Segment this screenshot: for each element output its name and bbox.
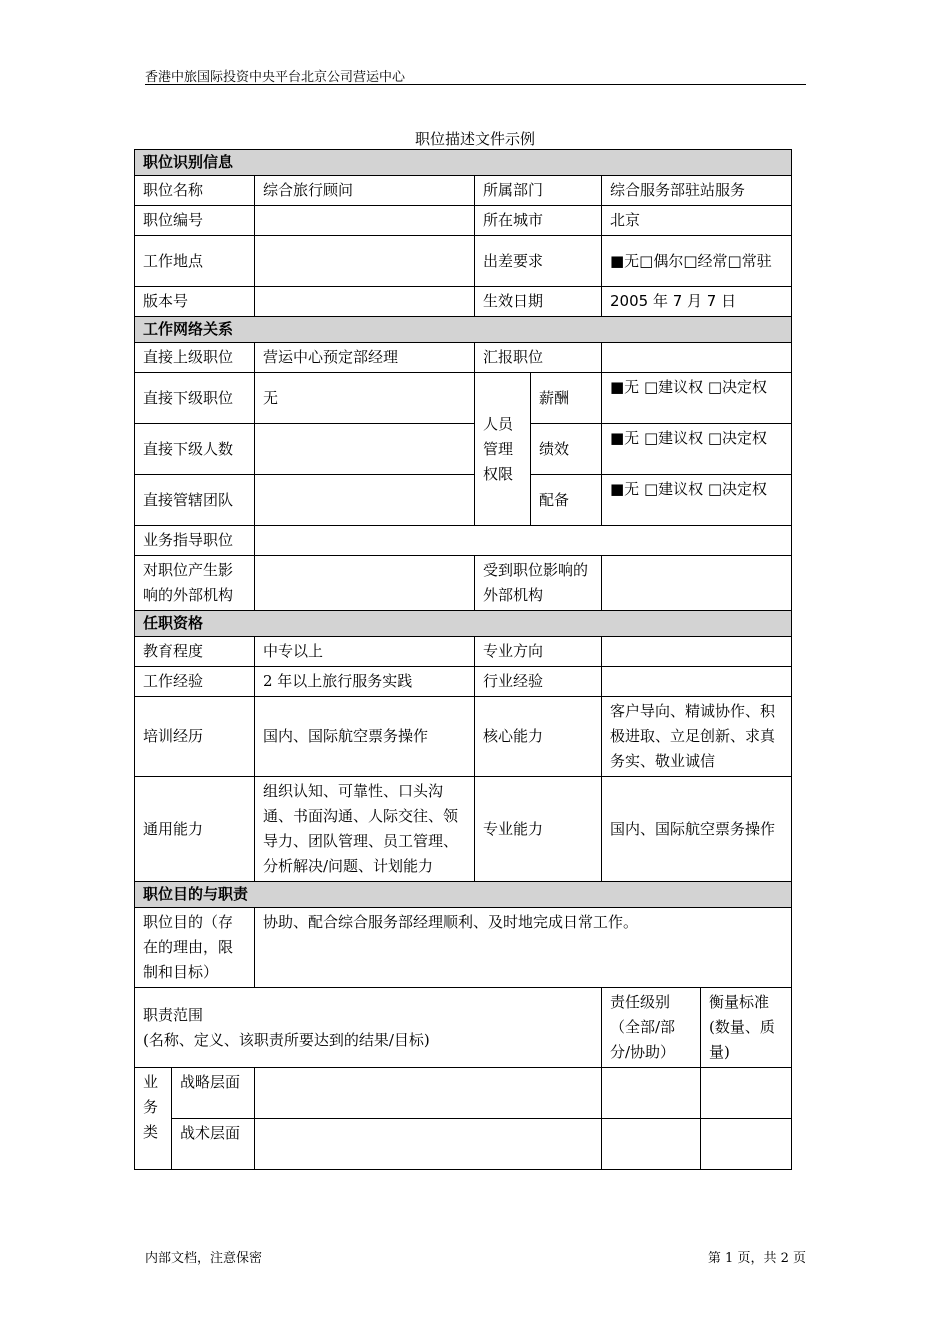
core-ability-label: 核心能力 [475, 697, 602, 777]
purpose-value[interactable]: 协助、配合综合服务部经理顺利、及时地完成日常工作。 [255, 908, 792, 988]
section-qualification: 任职资格 [135, 611, 792, 637]
job-description-table [134, 149, 792, 1170]
version-value[interactable] [255, 287, 475, 317]
footer-confidential: 内部文档，注意保密 [145, 1251, 263, 1266]
footer-page-number: 第 1 页，共 2 页 [707, 1251, 806, 1266]
section-identification: 职位识别信息 [135, 150, 792, 176]
performance-value[interactable]: ■无 □建议权 □决定权 [602, 424, 792, 475]
salary-label: 薪酬 [531, 373, 602, 424]
staffing-value[interactable]: ■无 □建议权 □决定权 [602, 475, 792, 526]
guidance-label: 业务指导职位 [135, 526, 255, 556]
page-header-company: 香港中旅国际投资中央平台北京公司营运中心 [145, 70, 406, 85]
responsibility-level-label: 责任级别（全部/部分/协助） [602, 988, 701, 1068]
report-label: 汇报职位 [475, 343, 602, 373]
position-no-label: 职位编号 [135, 206, 255, 236]
guidance-value[interactable] [255, 526, 792, 556]
tactical-scope-cell[interactable] [255, 1119, 602, 1170]
position-no-value[interactable] [255, 206, 475, 236]
strategic-measure-cell[interactable] [701, 1068, 792, 1119]
version-label: 版本号 [135, 287, 255, 317]
core-ability-value[interactable]: 客户导向、精诚协作、积极进取、立足创新、求真务实、敬业诚信 [602, 697, 792, 777]
major-value[interactable] [602, 637, 792, 667]
education-value[interactable]: 中专以上 [255, 637, 475, 667]
industry-value[interactable] [602, 667, 792, 697]
section-network: 工作网络关系 [135, 317, 792, 343]
general-ability-label: 通用能力 [135, 777, 255, 882]
travel-value[interactable]: ■无□偶尔□经常□常驻 [602, 236, 792, 287]
professional-ability-label: 专业能力 [475, 777, 602, 882]
sub-count-label: 直接下级人数 [135, 424, 255, 475]
major-label: 专业方向 [475, 637, 602, 667]
position-name-value[interactable]: 综合旅行顾问 [255, 176, 475, 206]
team-value[interactable] [255, 475, 475, 526]
professional-ability-value[interactable]: 国内、国际航空票务操作 [602, 777, 792, 882]
external-affected-value[interactable] [602, 556, 792, 611]
external-affect-label: 对职位产生影响的外部机构 [135, 556, 255, 611]
scope-description: (名称、定义、该职责所要达到的结果/目标) [143, 1030, 430, 1049]
business-category-label: 业务类 [135, 1068, 172, 1170]
tactical-level-label: 战术层面 [172, 1119, 255, 1170]
authority-label: 人员管理权限 [475, 373, 531, 526]
location-value[interactable] [255, 236, 475, 287]
location-label: 工作地点 [135, 236, 255, 287]
department-label: 所属部门 [475, 176, 602, 206]
salary-value[interactable]: ■无 □建议权 □决定权 [602, 373, 792, 424]
team-label: 直接管辖团队 [135, 475, 255, 526]
tactical-measure-cell[interactable] [701, 1119, 792, 1170]
scope-label: 职责范围 [143, 1005, 204, 1024]
position-name-label: 职位名称 [135, 176, 255, 206]
sub-count-value[interactable] [255, 424, 475, 475]
education-label: 教育程度 [135, 637, 255, 667]
training-label: 培训经历 [135, 697, 255, 777]
tactical-level-cell[interactable] [602, 1119, 701, 1170]
strategic-scope-cell[interactable] [255, 1068, 602, 1119]
document-title: 职位描述文件示例 [414, 130, 535, 148]
effective-date-value[interactable]: 2005 年 7 月 7 日 [602, 287, 792, 317]
purpose-label: 职位目的（存在的理由，限制和目标） [135, 908, 255, 988]
measure-standard-label: 衡量标准(数量、质量) [701, 988, 792, 1068]
external-affect-value[interactable] [255, 556, 475, 611]
subordinate-value[interactable]: 无 [255, 373, 475, 424]
experience-value[interactable]: 2 年以上旅行服务实践 [255, 667, 475, 697]
strategic-level-cell[interactable] [602, 1068, 701, 1119]
strategic-level-label: 战略层面 [172, 1068, 255, 1119]
industry-label: 行业经验 [475, 667, 602, 697]
staffing-label: 配备 [531, 475, 602, 526]
city-label: 所在城市 [475, 206, 602, 236]
training-value[interactable]: 国内、国际航空票务操作 [255, 697, 475, 777]
experience-label: 工作经验 [135, 667, 255, 697]
superior-label: 直接上级职位 [135, 343, 255, 373]
travel-label: 出差要求 [475, 236, 602, 287]
report-value[interactable] [602, 343, 792, 373]
subordinate-label: 直接下级职位 [135, 373, 255, 424]
effective-date-label: 生效日期 [475, 287, 602, 317]
general-ability-value[interactable]: 组织认知、可靠性、口头沟通、书面沟通、人际交往、领导力、团队管理、员工管理、分析解决/问题、计划能力 [255, 777, 475, 882]
performance-label: 绩效 [531, 424, 602, 475]
department-value[interactable]: 综合服务部驻站服务 [602, 176, 792, 206]
header-rule [145, 84, 806, 85]
section-purpose: 职位目的与职责 [135, 882, 792, 908]
superior-value[interactable]: 营运中心预定部经理 [255, 343, 475, 373]
scope-header [135, 988, 602, 1068]
city-value[interactable]: 北京 [602, 206, 792, 236]
external-affected-label: 受到职位影响的外部机构 [475, 556, 602, 611]
